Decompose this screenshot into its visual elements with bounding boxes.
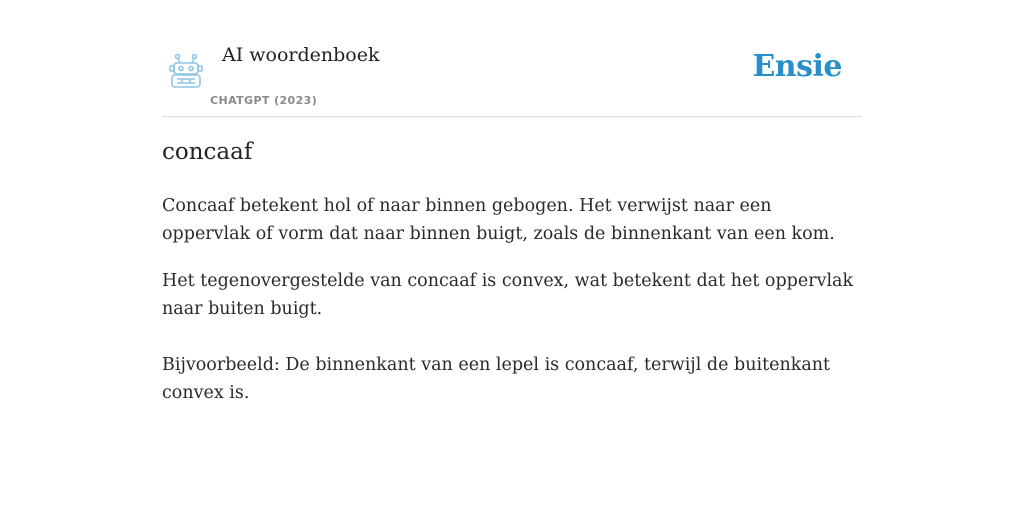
- example-paragraph: Bijvoorbeeld: De binnenkant van een lepel is concaaf, terwijl de buitenkant convex is.: [162, 355, 831, 403]
- site-header: [162, 0, 862, 117]
- definition-paragraph: Het tegenovergestelde van concaaf is convex, wat betekent dat het oppervlak naar buiten buigt.: [162, 271, 854, 319]
- robot-icon: [166, 52, 206, 90]
- definition-paragraph: Concaaf betekent hol of naar binnen gebogen. Het verwijst naar een oppervlak of vorm dat naar binnen buigt, zoals de binnenkant van een kom.: [162, 196, 835, 244]
- brand-logo-link[interactable]: Ensie: [752, 49, 842, 84]
- site-title[interactable]: AI woordenboek: [222, 44, 380, 66]
- entry-term: concaaf: [162, 139, 253, 165]
- site-subtitle: CHATGPT (2023): [210, 94, 318, 107]
